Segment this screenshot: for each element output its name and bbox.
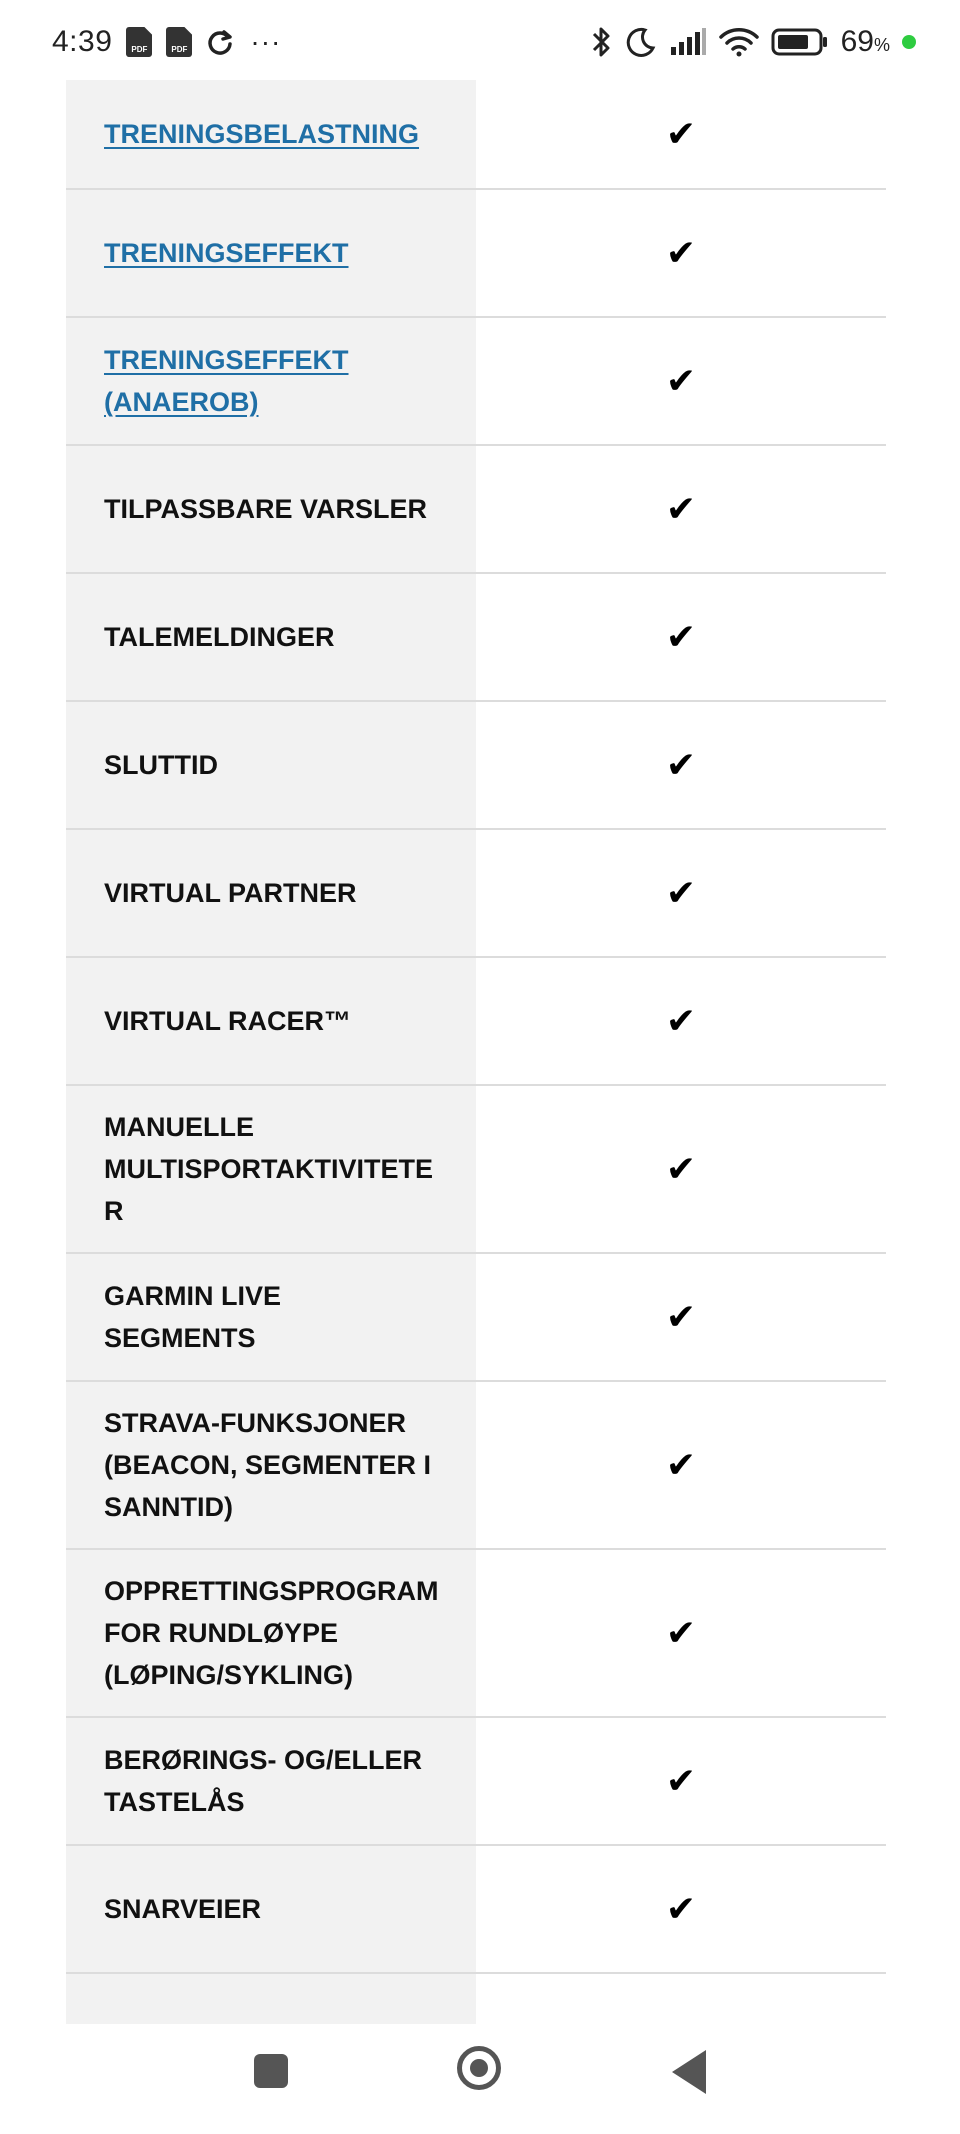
- table-row: [66, 446, 886, 574]
- feature-check-cell: [476, 1382, 886, 1548]
- table-row: [66, 1086, 886, 1254]
- sync-icon: [206, 28, 234, 56]
- back-button[interactable]: [672, 2050, 706, 2094]
- moon-icon: [625, 26, 657, 58]
- feature-check-cell: [476, 80, 886, 188]
- checkmark-icon: ✔: [665, 1888, 697, 1929]
- status-left: [52, 22, 281, 62]
- feature-label-link[interactable]: TRENINGSEFFEKT (ANAEROB): [66, 318, 476, 444]
- checkmark-icon: ✔: [665, 1612, 697, 1653]
- feature-label: TILPASSBARE VARSLER: [66, 446, 476, 572]
- table-row: [66, 1254, 886, 1382]
- privacy-indicator-dot: [902, 35, 916, 49]
- checkmark-icon: ✔: [665, 616, 697, 657]
- table-row: [66, 958, 886, 1086]
- more-notifications-icon: ···: [250, 26, 282, 57]
- navigation-bar: [0, 2024, 960, 2134]
- pdf-notification-icon-2: PDF: [166, 27, 192, 57]
- feature-check-cell: [476, 318, 886, 444]
- feature-check-cell: [476, 1718, 886, 1844]
- checkmark-icon: ✔: [665, 1000, 697, 1041]
- home-button[interactable]: [457, 2046, 501, 2090]
- recent-apps-button[interactable]: [254, 2054, 288, 2088]
- checkmark-icon: ✔: [665, 1296, 697, 1337]
- bluetooth-icon: [591, 25, 613, 59]
- feature-check-cell: [476, 574, 886, 700]
- table-row: [66, 1846, 886, 1974]
- feature-check-cell: [476, 1086, 886, 1252]
- checkmark-icon: ✔: [665, 113, 697, 154]
- battery-percent: [841, 25, 890, 59]
- table-row: [66, 1718, 886, 1846]
- feature-label: VIRTUAL PARTNER: [66, 830, 476, 956]
- feature-check-cell: [476, 1550, 886, 1716]
- status-time: 4:39: [52, 25, 113, 58]
- feature-label: BERØRINGS- OG/ELLER TASTELÅS: [66, 1718, 476, 1844]
- checkmark-icon: ✔: [665, 1148, 697, 1189]
- checkmark-icon: ✔: [665, 232, 697, 273]
- feature-check-cell: [476, 830, 886, 956]
- battery-percent-value: 69: [840, 25, 874, 58]
- feature-label: MANUELLE MULTISPORTAKTIVITETE R: [66, 1086, 476, 1252]
- feature-label: SLUTTID: [66, 702, 476, 828]
- feature-label-link[interactable]: TRENINGSEFFEKT: [66, 190, 476, 316]
- feature-label: STRAVA-FUNKSJONER (BEACON, SEGMENTER I SANNTID): [66, 1382, 476, 1548]
- status-bar: [0, 0, 960, 80]
- feature-label: OPPRETTINGSPROGRAM FOR RUNDLØYPE (LØPING/SYKLING): [66, 1550, 476, 1716]
- feature-label: TALEMELDINGER: [66, 574, 476, 700]
- feature-check-cell: [476, 190, 886, 316]
- battery-icon: [771, 27, 829, 57]
- feature-label: GARMIN LIVE SEGMENTS: [66, 1254, 476, 1380]
- feature-label: VIRTUAL RACER™: [66, 958, 476, 1084]
- table-row: [66, 190, 886, 318]
- feature-check-cell: [476, 1846, 886, 1972]
- checkmark-icon: ✔: [665, 872, 697, 913]
- table-row: [66, 702, 886, 830]
- table-row: [66, 1382, 886, 1550]
- feature-check-cell: [476, 702, 886, 828]
- table-row: [66, 80, 886, 190]
- signal-icon: [669, 27, 707, 57]
- table-row: [66, 318, 886, 446]
- battery-percent-unit: %: [873, 35, 890, 55]
- checkmark-icon: ✔: [665, 488, 697, 529]
- checkmark-icon: ✔: [665, 744, 697, 785]
- checkmark-icon: ✔: [665, 1444, 697, 1485]
- feature-comparison-table: [66, 80, 886, 2024]
- feature-label: SNARVEIER: [66, 1846, 476, 1972]
- wifi-icon: [719, 27, 759, 57]
- checkmark-icon: ✔: [665, 1760, 697, 1801]
- checkmark-icon: ✔: [665, 360, 697, 401]
- table-row: [66, 830, 886, 958]
- feature-check-cell: [476, 1254, 886, 1380]
- feature-label-link[interactable]: TRENINGSBELASTNING: [66, 80, 476, 188]
- pdf-notification-icon: PDF: [126, 27, 152, 57]
- feature-check-cell: [476, 446, 886, 572]
- feature-check-cell: [476, 958, 886, 1084]
- table-row: [66, 574, 886, 702]
- status-right: [591, 22, 916, 62]
- table-row: [66, 1550, 886, 1718]
